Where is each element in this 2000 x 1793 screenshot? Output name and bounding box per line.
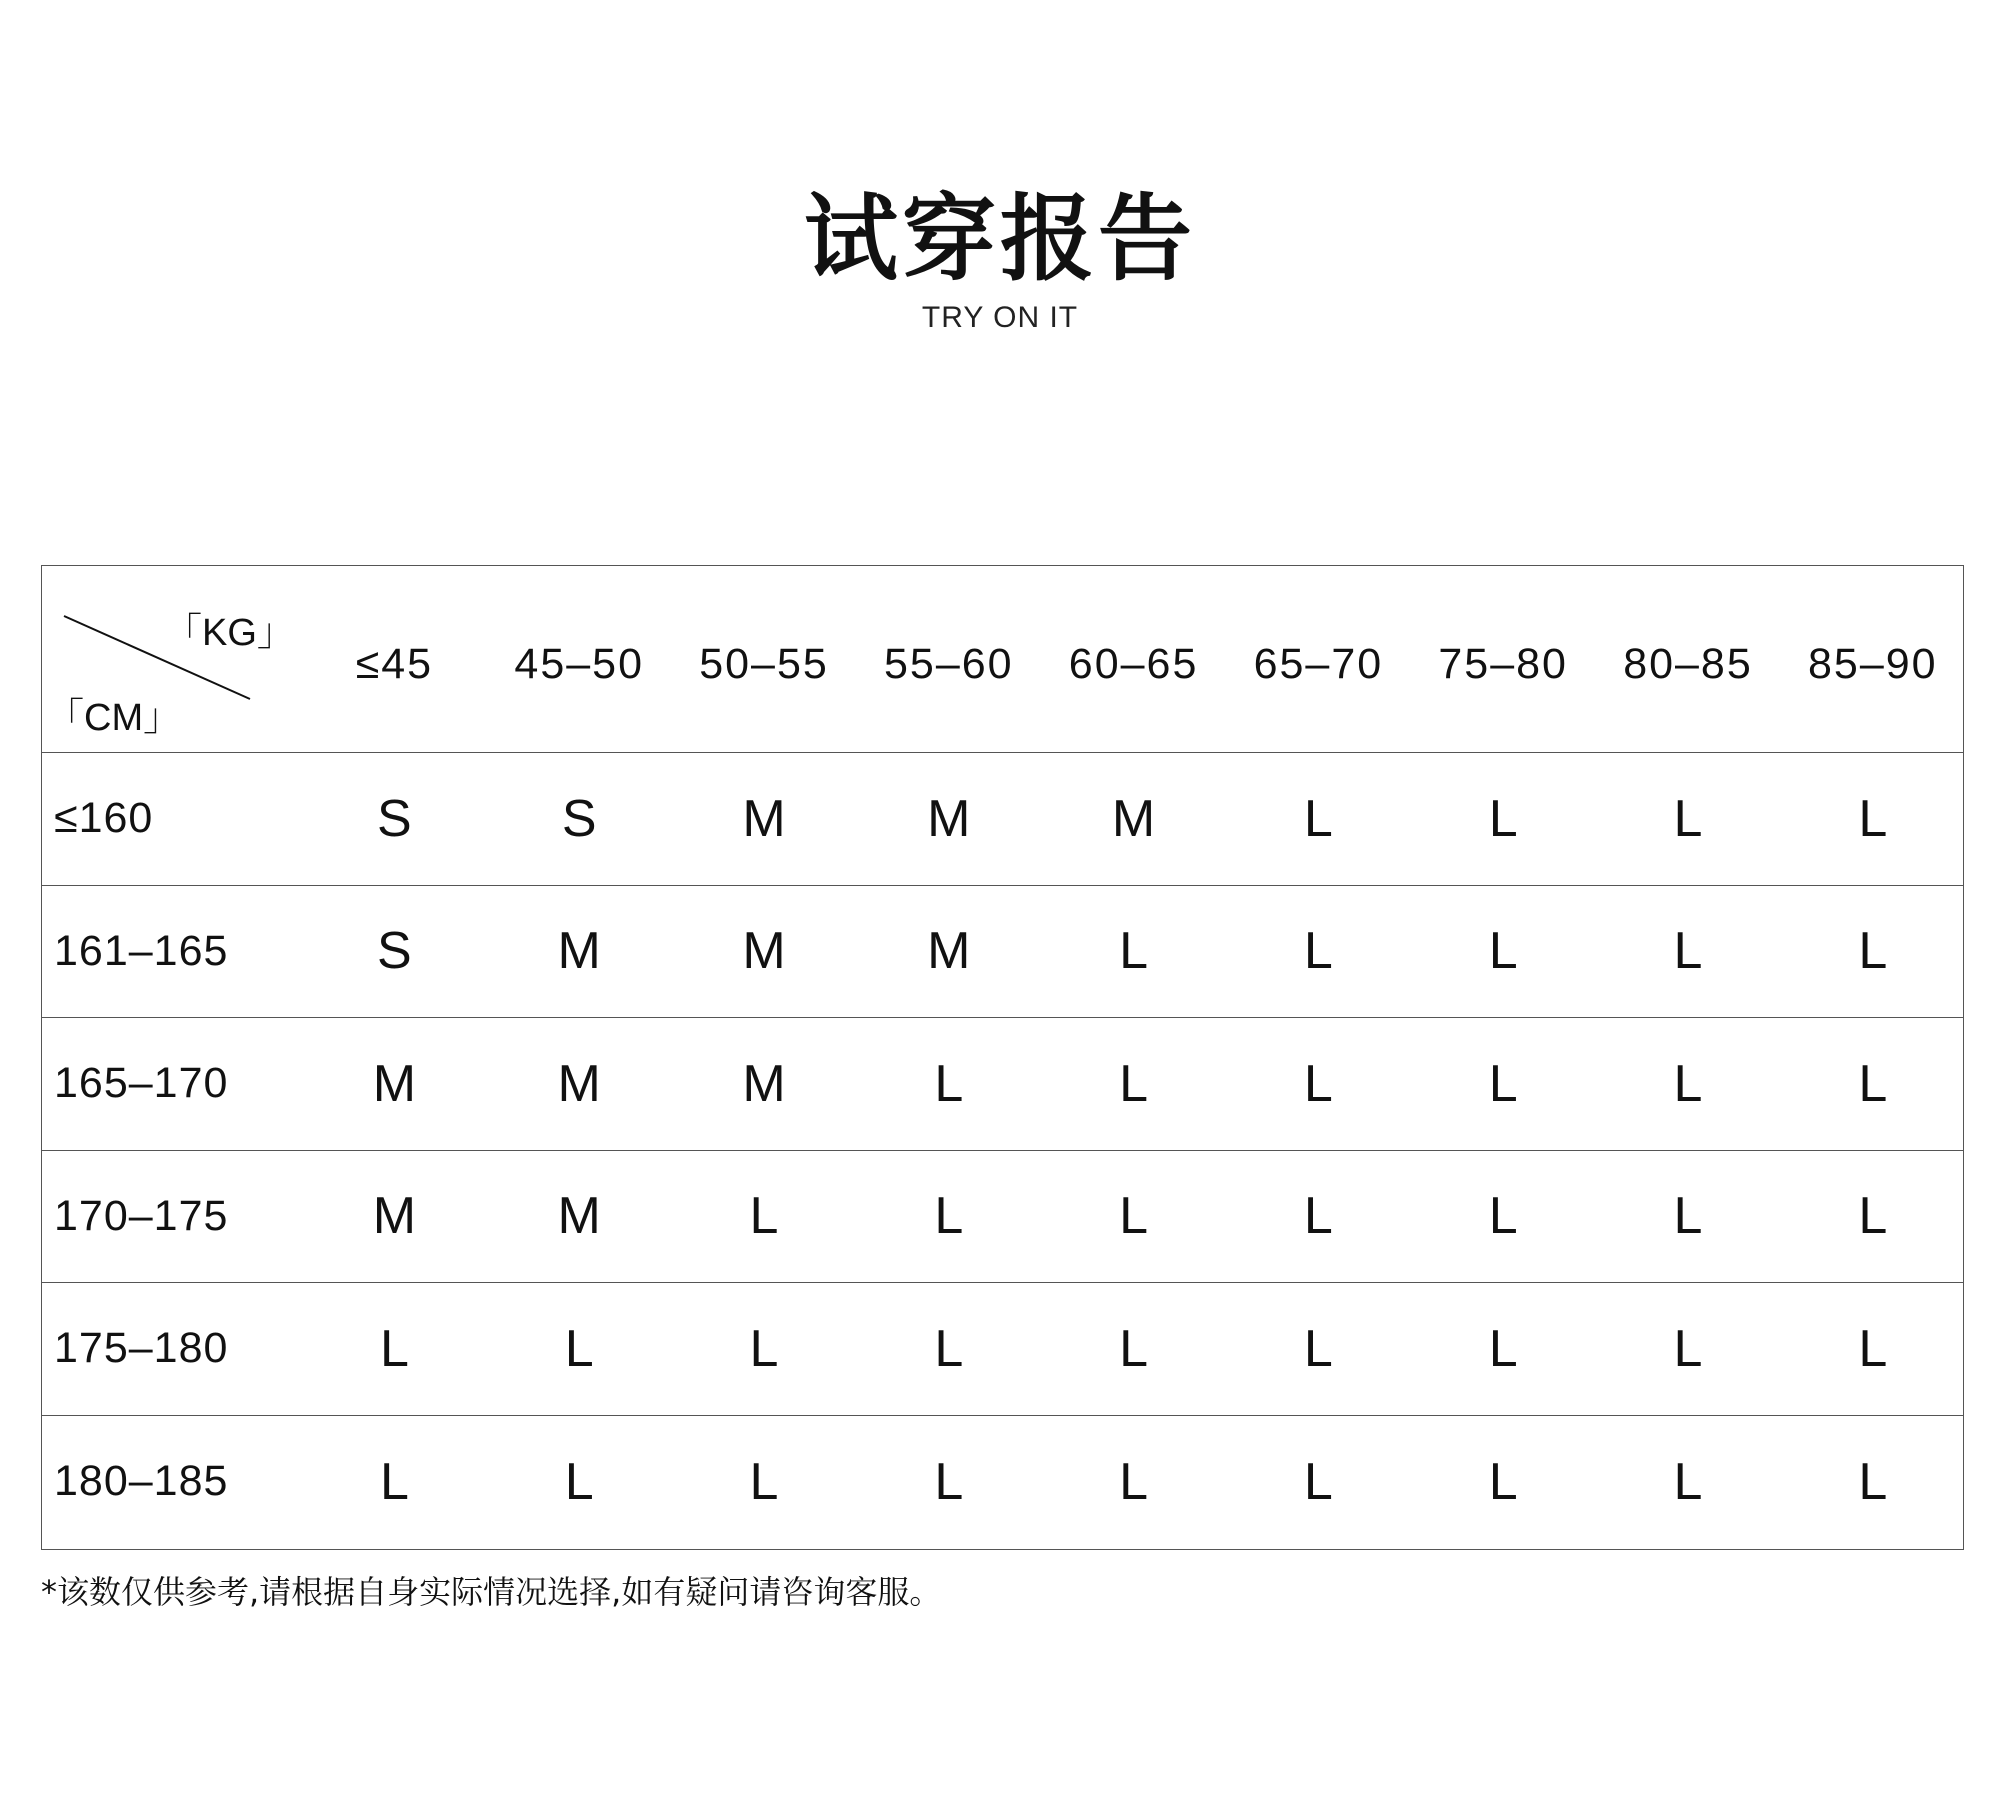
table-row [42, 1283, 1963, 1416]
weight-header: 80–85 [1623, 639, 1753, 688]
size-cell: M [557, 922, 601, 981]
size-cell: L [379, 1452, 409, 1511]
height-label: 165–170 [54, 1059, 229, 1108]
table-row [42, 753, 1963, 886]
size-cell: L [1303, 1187, 1333, 1246]
size-cell: M [372, 1187, 417, 1246]
size-cell: L [1858, 1187, 1888, 1246]
size-cell: L [1858, 1054, 1888, 1113]
size-chart-table [41, 565, 1964, 1550]
size-cell: L [1488, 1452, 1518, 1511]
size-cell: L [934, 1452, 964, 1511]
size-cell: L [1488, 1187, 1518, 1246]
size-cell: L [934, 1187, 964, 1246]
height-label: 180–185 [54, 1457, 229, 1506]
page-title: 试穿报告 [803, 185, 1196, 294]
size-cell: L [1673, 922, 1703, 981]
size-cell: L [1858, 1452, 1888, 1511]
height-label: 175–180 [54, 1324, 229, 1373]
size-cell: L [1303, 1452, 1333, 1511]
size-cell: L [1119, 1319, 1149, 1378]
size-cell: L [749, 1187, 779, 1246]
size-cell: L [1673, 1054, 1703, 1113]
size-cell: L [564, 1319, 594, 1378]
size-cell: L [379, 1319, 409, 1378]
height-label: ≤160 [54, 794, 154, 843]
size-cell: M [742, 922, 786, 981]
size-cell: L [749, 1319, 779, 1378]
size-cell: L [1858, 789, 1888, 848]
size-cell: L [749, 1452, 779, 1511]
size-cell: M [742, 1054, 786, 1113]
size-cell: L [1488, 789, 1518, 848]
size-cell: L [1119, 1452, 1149, 1511]
size-cell: L [1119, 1187, 1149, 1246]
size-cell: L [1303, 1054, 1333, 1113]
size-cell: L [1673, 1319, 1703, 1378]
disclaimer-note: *该数仅供参考,请根据自身实际情况选择,如有疑问请咨询客服。 [41, 1573, 942, 1611]
size-cell: L [1488, 1319, 1518, 1378]
weight-header: 55–60 [884, 639, 1014, 688]
size-cell: L [1488, 922, 1518, 981]
weight-header: 85–90 [1807, 639, 1938, 688]
size-cell: L [1303, 1319, 1333, 1378]
weight-header: 60–65 [1068, 639, 1199, 688]
size-cell: L [1303, 922, 1333, 981]
weight-header: 65–70 [1253, 639, 1384, 688]
size-cell: M [372, 1054, 417, 1113]
size-cell: M [927, 789, 971, 848]
size-cell: M [742, 789, 786, 848]
size-cell: M [557, 1054, 601, 1113]
size-cell: L [1673, 789, 1703, 848]
size-cell: L [1673, 1187, 1703, 1246]
height-label: 170–175 [54, 1191, 229, 1240]
table-row [42, 886, 1963, 1019]
size-cell: L [1488, 1054, 1518, 1113]
size-cell: L [934, 1054, 964, 1113]
size-cell: M [557, 1187, 601, 1246]
table-row [42, 1151, 1963, 1284]
size-cell: L [1119, 1054, 1149, 1113]
size-cell: M [1111, 789, 1156, 848]
weight-unit-label: 「KG」 [164, 612, 295, 654]
size-cell: S [561, 789, 597, 848]
size-cell: L [564, 1452, 594, 1511]
table-row [42, 1018, 1963, 1151]
corner-cell [42, 566, 302, 752]
height-label: 161–165 [54, 926, 229, 975]
size-cell: L [1303, 789, 1333, 848]
weight-header: 50–55 [699, 639, 829, 688]
header-row [42, 566, 1963, 753]
weight-header: 75–80 [1438, 639, 1568, 688]
size-cell: L [1119, 922, 1149, 981]
size-cell: L [1858, 1319, 1888, 1378]
size-cell: S [377, 922, 412, 981]
size-cell: M [927, 922, 971, 981]
table-row [42, 1416, 1963, 1549]
size-cell: L [1673, 1452, 1703, 1511]
height-unit-label: 「CM」 [46, 697, 182, 739]
page-subtitle: TRY ON IT [921, 301, 1079, 334]
size-cell: L [934, 1319, 964, 1378]
size-cell: S [377, 789, 412, 848]
weight-header: 45–50 [514, 639, 644, 688]
weight-header: ≤45 [355, 639, 434, 688]
size-cell: L [1858, 922, 1888, 981]
